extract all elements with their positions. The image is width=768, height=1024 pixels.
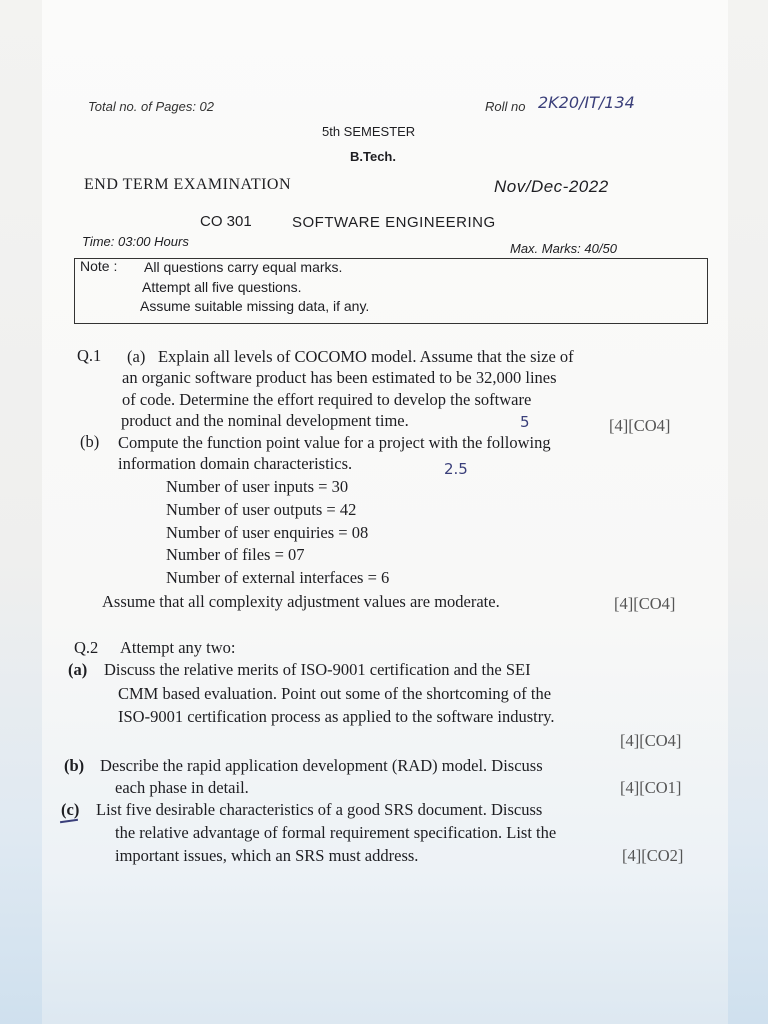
q1b-footer: Assume that all complexity adjustment values are moderate.: [102, 592, 500, 611]
exam-session: Nov/Dec-2022: [494, 177, 609, 196]
q2c-line: important issues, which an SRS must address.: [115, 846, 419, 865]
q2a-line: ISO-9001 certification process as applied to the software industry.: [118, 707, 555, 726]
q1a-line: product and the nominal development time.: [121, 411, 409, 430]
degree: B.Tech.: [350, 149, 396, 164]
q1a-line: Explain all levels of COCOMO model. Assume that the size of: [158, 347, 574, 366]
q1a-line: an organic software product has been estimated to be 32,000 lines: [122, 368, 557, 387]
roll-no-handwritten: 2K20/IT/134: [538, 93, 635, 112]
q2b-label: (b): [64, 756, 85, 775]
course-code: CO 301: [200, 213, 252, 230]
q1b-marks: [4][CO4]: [614, 594, 676, 613]
q1b-item: Number of user enquiries = 08: [166, 523, 369, 542]
q1a-label: (a): [127, 347, 146, 366]
q1a-handwritten-note: 5: [520, 413, 530, 431]
q2a-label: (a): [68, 660, 88, 679]
q1b-item: Number of user outputs = 42: [166, 500, 357, 519]
q2-instruction: Attempt any two:: [120, 638, 236, 657]
q2c-label: (c): [61, 800, 80, 819]
q1b-item: Number of files = 07: [166, 545, 305, 564]
q1-number: Q.1: [77, 346, 102, 365]
note-label: Note :: [80, 258, 118, 274]
q2a-line: CMM based evaluation. Point out some of the shortcoming of the: [118, 684, 552, 703]
q1b-item: Number of user inputs = 30: [166, 477, 349, 496]
exam-time: Time: 03:00 Hours: [82, 234, 189, 249]
q2c-marks: [4][CO2]: [622, 846, 684, 865]
q1a-marks: [4][CO4]: [609, 416, 671, 435]
q2a-marks: [4][CO4]: [620, 731, 682, 750]
q2b-line: Describe the rapid application development (RAD) model. Discuss: [100, 756, 543, 775]
max-marks: Max. Marks: 40/50: [510, 241, 617, 256]
q2c-line: List five desirable characteristics of a good SRS document. Discuss: [96, 800, 543, 819]
semester: 5th SEMESTER: [322, 124, 416, 139]
q2b-line: each phase in detail.: [115, 778, 249, 797]
q2b-marks: [4][CO1]: [620, 778, 682, 797]
q2a-line: Discuss the relative merits of ISO-9001 certification and the SEI: [104, 660, 531, 679]
q1b-item: Number of external interfaces = 6: [166, 568, 390, 587]
note-line: Attempt all five questions.: [142, 279, 302, 295]
q1b-handwritten-note: 2.5: [444, 460, 468, 478]
q1a-line: of code. Determine the effort required to develop the software: [122, 390, 532, 409]
roll-no-label: Roll no: [485, 99, 526, 114]
exam-title: END TERM EXAMINATION: [84, 176, 292, 193]
q1b-label: (b): [80, 432, 100, 451]
q1b-line: information domain characteristics.: [118, 454, 353, 473]
q2-number: Q.2: [74, 638, 99, 657]
q2c-line: the relative advantage of formal requirement specification. List the: [115, 823, 557, 842]
note-line: All questions carry equal marks.: [144, 259, 343, 275]
q1b-line: Compute the function point value for a project with the following: [118, 433, 551, 452]
total-pages: Total no. of Pages: 02: [88, 99, 215, 114]
course-name: SOFTWARE ENGINEERING: [292, 214, 496, 231]
note-line: Assume suitable missing data, if any.: [140, 298, 370, 314]
